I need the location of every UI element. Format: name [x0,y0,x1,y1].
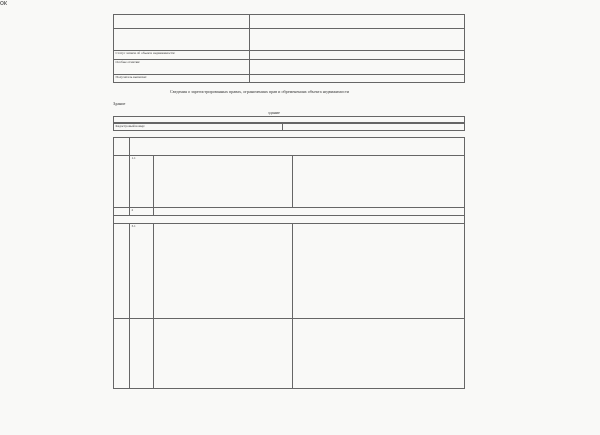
row-number: 1.1 [130,156,154,208]
top-cell [250,51,465,60]
top-cell [250,15,465,29]
top-cell: Статус записи об объекте недвижимости: [114,51,250,60]
separator-table [113,116,465,123]
row-number: 3.1 [130,224,154,319]
top-cell [250,75,465,83]
top-cell [114,29,250,51]
object-label: здание [268,110,280,115]
corner-mark: ок [0,0,7,7]
cadastral-value [283,124,465,131]
section-title: Сведения о зарегистрированных правах, ограничениях прав и обременениях объекта недвижимости [170,89,350,94]
rights-table [113,137,465,389]
top-cell: Особые отметки: [114,60,250,75]
top-cell [250,29,465,51]
top-cell [250,60,465,75]
object-type: Здание [113,101,126,106]
top-info-table [113,14,465,83]
cadastral-table [113,123,465,131]
top-cell: Получатель выписки: [114,75,250,83]
row-number: 2 [130,208,154,216]
cadastral-label: Кадастровый номер: [114,124,283,131]
top-cell [114,15,250,29]
